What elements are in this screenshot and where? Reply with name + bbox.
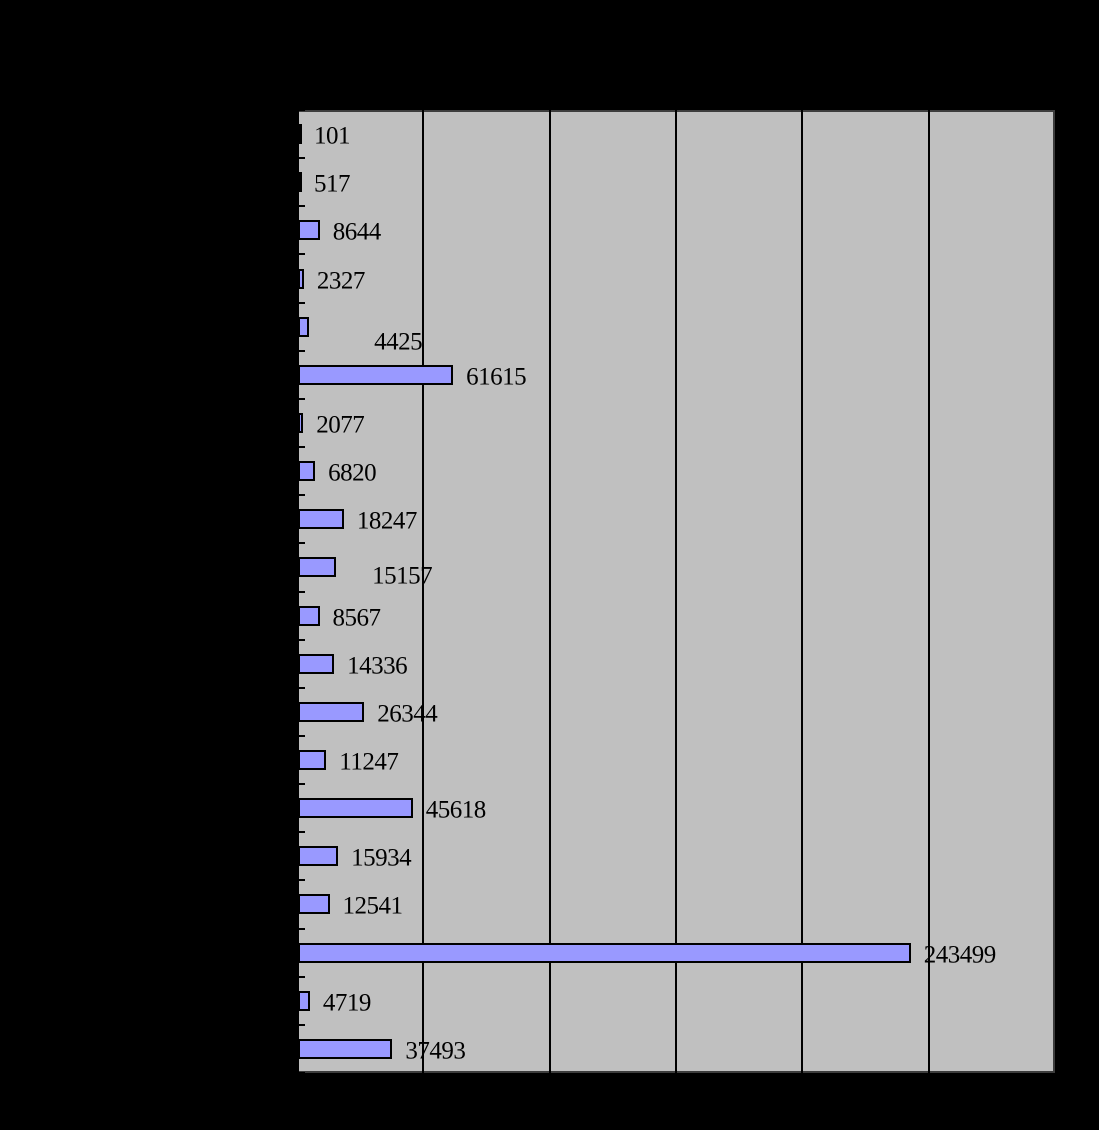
bar bbox=[298, 509, 344, 529]
bar bbox=[298, 750, 326, 770]
bar-value-label: 8567 bbox=[332, 604, 381, 632]
major-gridline bbox=[928, 110, 930, 1073]
bar-value-label: 517 bbox=[314, 170, 350, 198]
bar bbox=[298, 943, 911, 963]
bar bbox=[298, 846, 338, 866]
bar-value-label: 14336 bbox=[347, 652, 408, 680]
bar bbox=[298, 365, 453, 385]
bar-value-label: 243499 bbox=[923, 941, 996, 969]
bar bbox=[298, 798, 413, 818]
bar-value-label: 15934 bbox=[351, 844, 412, 872]
bar-value-label: 8644 bbox=[332, 218, 381, 246]
bar bbox=[298, 557, 336, 577]
bar bbox=[298, 894, 330, 914]
bar-value-label: 12541 bbox=[342, 892, 403, 920]
bar-value-label: 26344 bbox=[377, 700, 438, 728]
bar-value-label: 15157 bbox=[372, 562, 433, 590]
bar-value-label: 4425 bbox=[374, 328, 423, 356]
bar bbox=[298, 317, 309, 337]
bar-value-label: 4719 bbox=[322, 989, 371, 1017]
bar bbox=[298, 654, 334, 674]
bar-value-label: 6820 bbox=[328, 459, 377, 487]
bar-value-label: 18247 bbox=[356, 507, 417, 535]
bar-value-label: 2327 bbox=[316, 267, 365, 295]
bar-value-label: 11247 bbox=[339, 748, 399, 776]
category-axis-line bbox=[297, 110, 299, 1073]
major-gridline bbox=[549, 110, 551, 1073]
major-gridline bbox=[675, 110, 677, 1073]
major-gridline bbox=[422, 110, 424, 1073]
bar-value-label: 45618 bbox=[425, 796, 486, 824]
bar bbox=[298, 606, 320, 626]
bar bbox=[298, 220, 320, 240]
bar bbox=[298, 1039, 392, 1059]
bar bbox=[298, 702, 364, 722]
bar-value-label: 37493 bbox=[405, 1037, 466, 1065]
bar-value-label: 2077 bbox=[316, 411, 365, 439]
bar-value-label: 101 bbox=[314, 122, 350, 150]
bar bbox=[298, 991, 310, 1011]
major-gridline bbox=[801, 110, 803, 1073]
bar-value-label: 61615 bbox=[466, 363, 527, 391]
bar bbox=[298, 461, 315, 481]
